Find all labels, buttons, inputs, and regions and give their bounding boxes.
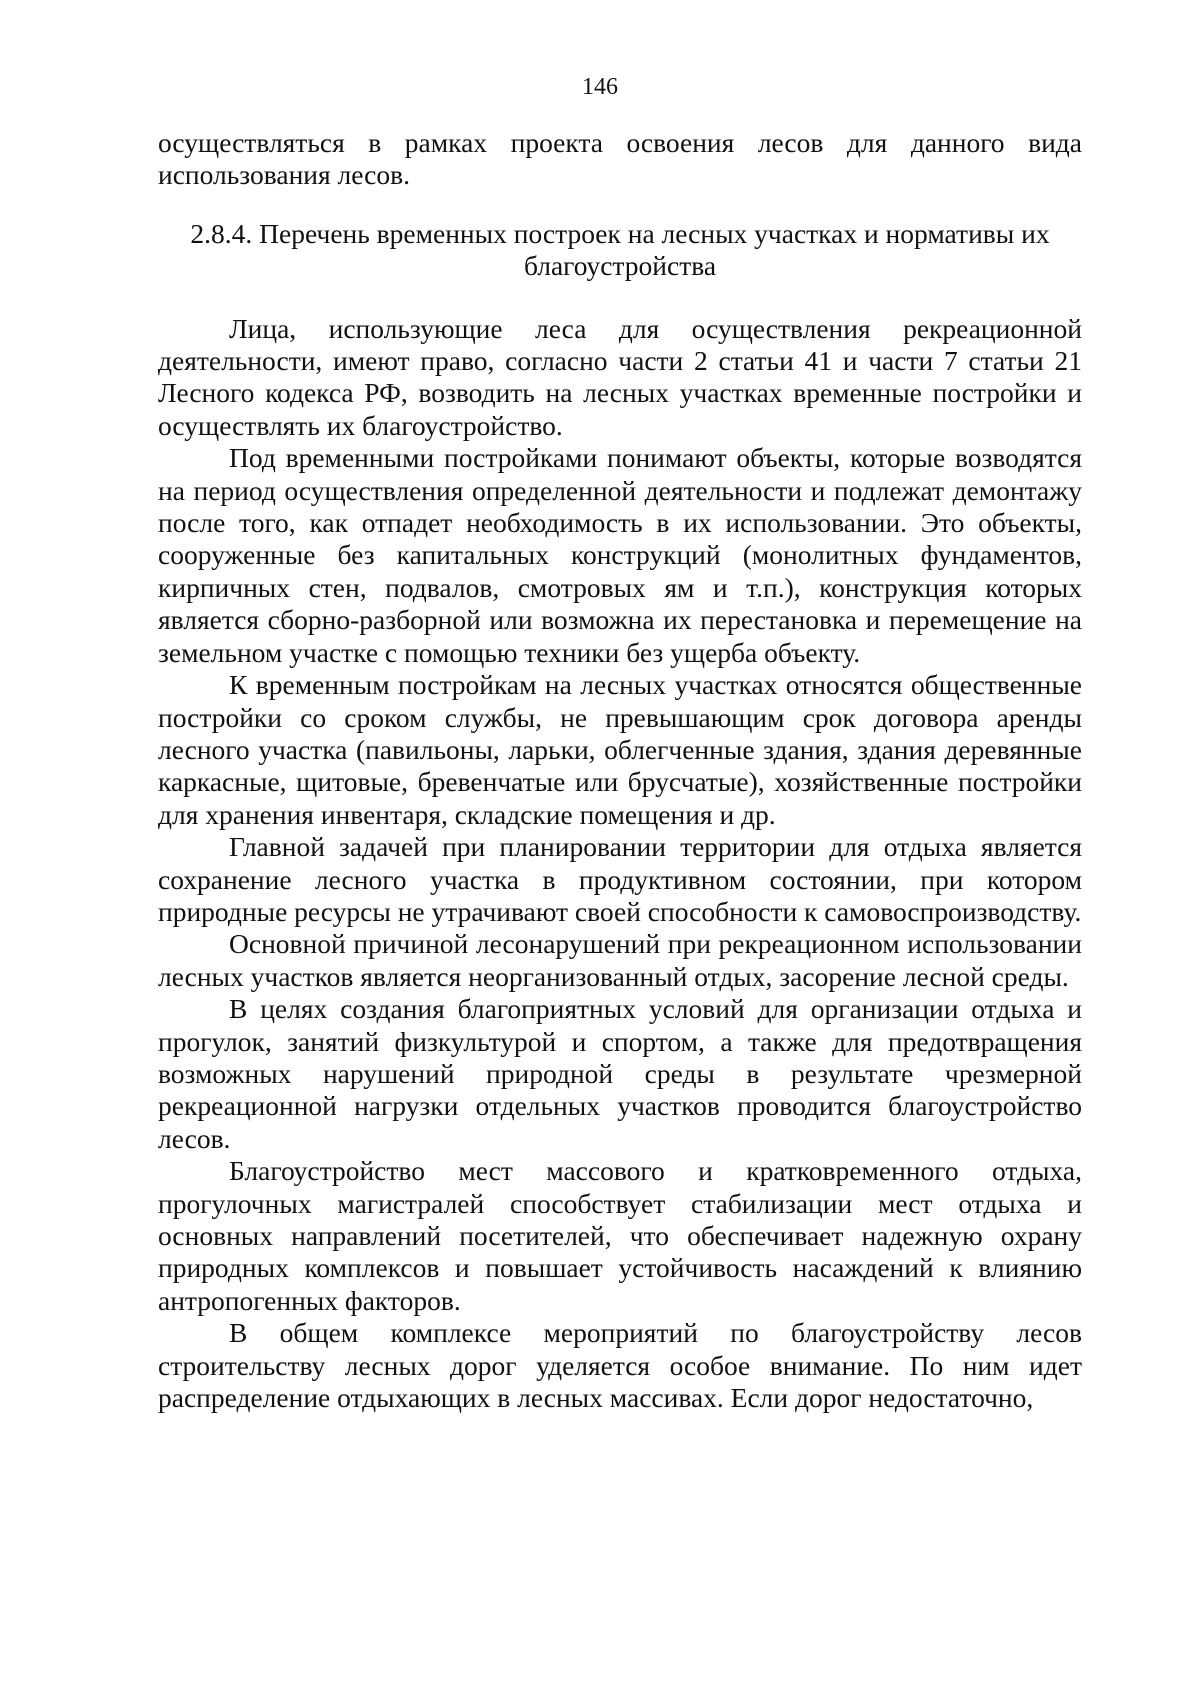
body-paragraph: Главной задачей при планировании территории для отдыха является сохранение лесного участка в продуктивном состоянии, при котором природные ресурсы не утрачивают своей способности к самовоспроизводству. xyxy=(158,831,1082,927)
section-heading: 2.8.4. Перечень временных построек на лесных участках и нормативы их благоустройства xyxy=(190,217,1050,282)
body-paragraph: Лица, использующие леса для осуществления рекреационной деятельности, имеют право, согласно части 2 статьи 41 и части 7 статьи 21 Лесного кодекса РФ, возводить на лесных участках временные постройки и осуществлять их благоустройство. xyxy=(158,312,1082,441)
body-paragraph: Благоустройство мест массового и кратковременного отдыха, прогулочных магистралей способствует стабилизации мест отдыха и основных направлений посетителей, что обеспечивает надежную охрану природных комплексов и повышает устойчивость насаждений к влиянию антропогенных факторов. xyxy=(158,1155,1082,1316)
intro-paragraph: осуществляться в рамках проекта освоения лесов для данного вида использования лесов. xyxy=(158,127,1082,191)
body-paragraph: Под временными постройками понимают объекты, которые возводятся на период осуществления определенной деятельности и подлежат демонтажу после того, как отпадет необходимость в их использовании. Это объекты, сооруженные без капитальных конструкций (монолитных фундаментов, кирпичных стен, подвалов, смотровых ям и т.п.), конструкция которых является сборно-разборной или возможна их перестановка и перемещение на земельном участке с помощью техники без ущерба объекту. xyxy=(158,442,1082,668)
body-paragraph: К временным постройкам на лесных участках относятся общественные постройки со сроком службы, не превышающим срок договора аренды лесного участка (павильоны, ларьки, облегченные здания, здания деревянные каркасные, щитовые, бревенчатые или брусчатые), хозяйственные постройки для хранения инвентаря, складские помещения и др. xyxy=(158,669,1082,830)
body-paragraph: В целях создания благоприятных условий для организации отдыха и прогулок, занятий физкультурой и спортом, а также для предотвращения возможных нарушений природной среды в результате чрезмерной рекреационной нагрузки отдельных участков проводится благоустройство лесов. xyxy=(158,993,1082,1154)
body-paragraph: В общем комплексе мероприятий по благоустройству лесов строительству лесных дорог уделяется особое внимание. По ним идет распределение отдыхающих в лесных массивах. Если дорог недостаточно, xyxy=(158,1317,1082,1414)
body-paragraph: Основной причиной лесонарушений при рекреационном использовании лесных участков является неорганизованный отдых, засорение лесной среды. xyxy=(158,928,1082,992)
page-number: 146 xyxy=(582,74,618,100)
page-content xyxy=(158,127,1082,1414)
